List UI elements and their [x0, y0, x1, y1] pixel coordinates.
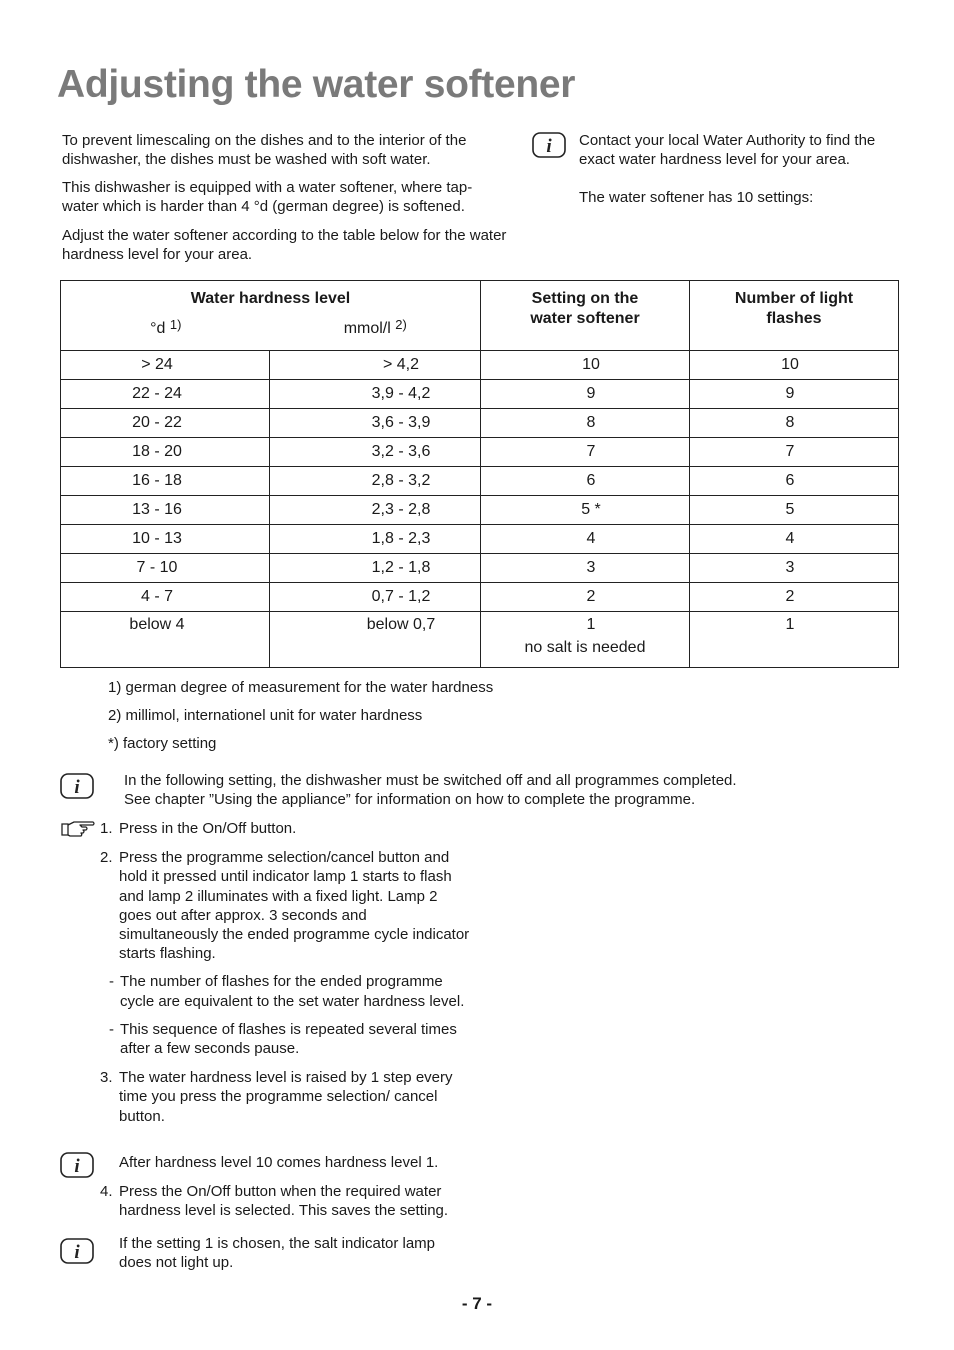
cell-flashes [690, 583, 899, 612]
cell-mmol-text: 1,8 - 2,3 [371, 530, 431, 547]
water-hardness-table [60, 280, 899, 668]
cell-flashes-text: 5 [785, 501, 795, 518]
header-mmol-label: mmol/l [343, 320, 391, 337]
dash-marker: - [109, 1020, 114, 1038]
table-row [61, 380, 899, 409]
table-header-row [61, 281, 899, 351]
cell-degree-text: 10 - 13 [132, 530, 182, 547]
info-authority-text: Contact your local Water Authority to find the exact water hardness level for your area. [579, 132, 876, 168]
cell-setting [481, 438, 690, 467]
header-flashes-label: Number of light flashes [734, 290, 854, 327]
step-number: 2. [100, 849, 113, 867]
header-hardness-cell [61, 281, 481, 351]
cell-setting [481, 380, 690, 409]
cell-flashes-text: 9 [785, 385, 795, 402]
step-text: Press the On/Off button when the required water hardness level is selected. This saves the setting. [119, 1183, 449, 1220]
cell-mmol-text: 3,6 - 3,9 [371, 414, 431, 431]
cell-flashes [690, 612, 899, 668]
header-degree-sup: 1) [169, 317, 182, 332]
cell-setting-text: 2 [586, 588, 596, 605]
footnote-1: 1) german degree of measurement for the water hardness [108, 679, 494, 696]
cell-setting-text: 7 [586, 443, 596, 460]
info-icon [532, 132, 566, 158]
header-mmol [271, 315, 481, 339]
header-degree-label: °d [150, 320, 166, 337]
cell-flashes [690, 467, 899, 496]
cell-flashes-text: 10 [781, 356, 799, 373]
cell-setting-text: 10 [582, 356, 600, 373]
table-row [61, 351, 899, 380]
cell-degree-text: 18 - 20 [132, 443, 182, 460]
cell-degree [61, 612, 270, 668]
no-salt-note: no salt is needed [524, 639, 646, 656]
footnote-3: *) factory setting [108, 735, 217, 752]
cell-degree-text: 22 - 24 [132, 385, 182, 402]
intro-paragraph-1: To prevent limescaling on the dishes and to the interior of the dishwasher, the dishes must be washed with soft water. [62, 132, 467, 168]
step-note-text: This sequence of flashes is repeated several times after a few seconds pause. [120, 1020, 457, 1058]
header-hardness-label: Water hardness level [190, 290, 351, 307]
step-3 [100, 1068, 470, 1126]
step-2 [100, 848, 470, 963]
step-note-text: The number of flashes for the ended programme cycle are equivalent to the set water hardness level. [120, 973, 465, 1010]
intro-paragraph-2: This dishwasher is equipped with a water softener, where tap-water which is harder than 4 °d (german degree) is softened. [62, 179, 473, 215]
cell-mmol-text: 0,7 - 1,2 [371, 588, 431, 605]
cell-setting [481, 612, 690, 668]
footnote-2: 2) millimol, internationel unit for water hardness [108, 707, 423, 724]
cell-setting [481, 496, 690, 525]
table-row [61, 554, 899, 583]
step-2-note-2 [109, 1020, 470, 1058]
cell-flashes-text: 6 [785, 472, 795, 489]
cell-setting [481, 583, 690, 612]
cell-degree [61, 583, 270, 612]
header-setting-label: Setting on the water softener [530, 290, 640, 327]
header-mmol-sup: 2) [395, 317, 407, 332]
dash-marker: - [109, 973, 114, 991]
softener-settings-text: The water softener has 10 settings: [579, 189, 814, 206]
cell-degree-text: below 4 [129, 616, 185, 633]
cell-degree-text: 16 - 18 [132, 472, 182, 489]
info-icon [60, 1152, 94, 1178]
cell-mmol [270, 351, 481, 380]
cell-setting [481, 467, 690, 496]
svg-text:i: i [74, 1242, 80, 1263]
step-number: 1. [100, 820, 113, 837]
cell-setting-text: 6 [586, 472, 596, 489]
cell-flashes-text: 4 [785, 530, 795, 547]
cell-degree [61, 554, 270, 583]
cell-flashes-text: 7 [785, 443, 795, 460]
step-1 [100, 819, 470, 838]
step-number: 3. [100, 1069, 113, 1087]
cell-flashes [690, 380, 899, 409]
table-row [61, 438, 899, 467]
cell-flashes-text: 2 [785, 588, 795, 605]
step-text: Press in the On/Off button. [119, 820, 297, 837]
cell-degree-text: 4 - 7 [140, 588, 173, 605]
cell-mmol-text: 2,8 - 3,2 [371, 472, 431, 489]
cell-degree-text: 13 - 16 [132, 501, 182, 518]
cell-setting [481, 525, 690, 554]
cell-mmol [270, 583, 481, 612]
header-flashes [690, 281, 899, 351]
cell-flashes [690, 554, 899, 583]
cell-degree [61, 467, 270, 496]
header-degree [61, 315, 271, 339]
cell-flashes-text: 8 [785, 414, 795, 431]
cell-setting-text: 3 [586, 559, 596, 576]
instruction-steps [100, 819, 470, 1126]
cell-mmol [270, 438, 481, 467]
cell-degree-text: > 24 [141, 356, 173, 373]
info-hardness-cycle: After hardness level 10 comes hardness level 1. [119, 1154, 439, 1171]
table-row [61, 409, 899, 438]
header-setting [481, 281, 690, 351]
cell-setting-text: 8 [586, 414, 596, 431]
cell-degree [61, 409, 270, 438]
cell-mmol-text: below 0,7 [366, 616, 436, 633]
step-number: 4. [100, 1183, 113, 1200]
cell-setting-text: 5 * [581, 501, 601, 518]
cell-setting-text: 9 [586, 385, 596, 402]
cell-mmol [270, 467, 481, 496]
cell-degree-text: 7 - 10 [136, 559, 178, 576]
cell-degree [61, 380, 270, 409]
table-row [61, 525, 899, 554]
info-icon [60, 773, 94, 799]
pointing-hand-icon [60, 819, 96, 839]
cell-degree [61, 525, 270, 554]
cell-mmol-text: > 4,2 [382, 356, 420, 373]
table-row [61, 467, 899, 496]
cell-setting [481, 351, 690, 380]
cell-flashes-text: 1 [785, 616, 795, 633]
cell-degree [61, 438, 270, 467]
cell-mmol [270, 612, 481, 668]
table-row [61, 612, 899, 668]
cell-degree-text: 20 - 22 [132, 414, 182, 431]
info-switch-off-line-2: See chapter ”Using the appliance” for information on how to complete the programme. [124, 791, 696, 808]
cell-mmol [270, 554, 481, 583]
svg-text:i: i [74, 1156, 80, 1177]
intro-paragraph-3: Adjust the water softener according to the table below for the water hardness level for your area. [62, 227, 507, 263]
step-2-note-1 [109, 972, 470, 1010]
cell-setting-text: 4 [586, 530, 596, 547]
cell-mmol [270, 525, 481, 554]
table-row [61, 583, 899, 612]
info-salt-lamp: If the setting 1 is chosen, the salt indicator lamp does not light up. [119, 1235, 436, 1271]
page-number: - 7 - [461, 1294, 493, 1313]
step-text: Press the programme selection/cancel button and hold it pressed until indicator lamp 1 starts to flash and lamp 2 illuminates with a fixed light. Lamp 2 goes out after approx. 3 seconds and simultaneously the ended programme cycle indicator starts flashing. [119, 849, 470, 963]
cell-flashes-text: 3 [785, 559, 795, 576]
cell-degree [61, 496, 270, 525]
info-icon [60, 1238, 94, 1264]
cell-mmol-text: 3,9 - 4,2 [371, 385, 431, 402]
cell-mmol-text: 2,3 - 2,8 [371, 501, 431, 518]
page-title: Adjusting the water softener [57, 63, 576, 106]
cell-flashes [690, 496, 899, 525]
cell-flashes [690, 525, 899, 554]
cell-flashes [690, 409, 899, 438]
instruction-step-4 [100, 1182, 470, 1220]
svg-text:i: i [74, 777, 80, 798]
cell-setting-text: 1 [586, 616, 596, 633]
cell-flashes [690, 351, 899, 380]
cell-mmol-text: 3,2 - 3,6 [371, 443, 431, 460]
cell-setting [481, 409, 690, 438]
table-row [61, 496, 899, 525]
info-switch-off-line-1: In the following setting, the dishwasher must be switched off and all programmes completed. [124, 772, 737, 789]
svg-text:i: i [546, 136, 552, 157]
step-text: The water hardness level is raised by 1 step every time you press the programme selection/ cancel button. [119, 1069, 453, 1125]
cell-degree [61, 351, 270, 380]
cell-mmol [270, 380, 481, 409]
cell-setting [481, 554, 690, 583]
cell-flashes [690, 438, 899, 467]
cell-mmol [270, 409, 481, 438]
step-4 [100, 1182, 470, 1220]
cell-mmol-text: 1,2 - 1,8 [371, 559, 431, 576]
cell-mmol [270, 496, 481, 525]
